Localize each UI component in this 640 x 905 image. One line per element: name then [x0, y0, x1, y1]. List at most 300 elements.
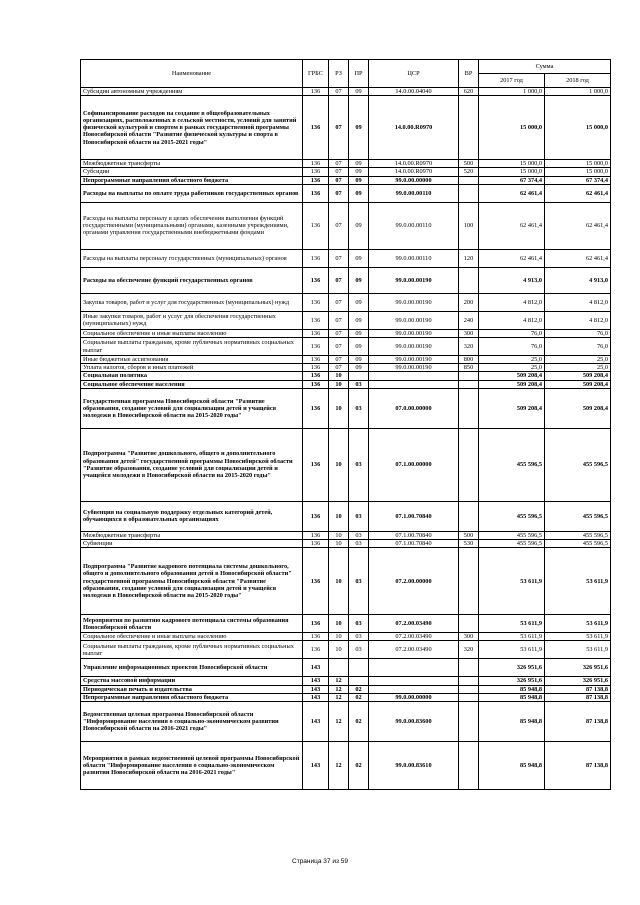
cell-grbs: 143 — [303, 693, 329, 701]
cell-pr: 09 — [349, 202, 369, 249]
cell-rz: 07 — [329, 329, 349, 337]
cell-csr — [369, 372, 459, 380]
cell-grbs: 136 — [303, 388, 329, 428]
cell-pr: 09 — [349, 293, 369, 311]
cell-y2018: 509 208,4 — [545, 372, 611, 380]
table-row — [81, 540, 611, 548]
table-row — [81, 388, 611, 428]
cell-pr — [349, 372, 369, 380]
cell-grbs: 136 — [303, 548, 329, 615]
table-row — [81, 364, 611, 372]
cell-y2017: 85 948,8 — [479, 742, 545, 790]
cell-y2018: 455 596,5 — [545, 540, 611, 548]
cell-name: Подпрограмма "Развитие кадрового потенциала системы дошкольного, общего и дополнительного образования детей в Новосибирской области" государственной программы Новосибирской области "Развитие образования, создание условий для социализации детей и учащейся молодежи в Новосибирской области на 2015-2020 годы" — [81, 548, 303, 615]
header-csr: ЦСР — [369, 60, 459, 88]
cell-y2017: 4 812,0 — [479, 311, 545, 329]
cell-grbs: 136 — [303, 160, 329, 168]
cell-rz: 12 — [329, 677, 349, 685]
cell-pr — [349, 659, 369, 677]
cell-grbs: 136 — [303, 88, 329, 96]
cell-name: Мероприятия в рамках ведомственной целевой программы Новосибирской области "Информирование населения о социально-экономическом развитии Новосибирской области на 2016-2021 годы" — [81, 742, 303, 790]
table-row — [81, 176, 611, 184]
cell-csr: 99.0.00.00110 — [369, 249, 459, 267]
cell-y2018: 87 138,8 — [545, 685, 611, 693]
cell-rz: 07 — [329, 356, 349, 364]
cell-vr — [459, 659, 479, 677]
cell-vr — [459, 702, 479, 742]
cell-name: Социальное обеспечение населения — [81, 380, 303, 388]
cell-y2017: 85 948,8 — [479, 693, 545, 701]
table-row — [81, 659, 611, 677]
cell-pr: 09 — [349, 311, 369, 329]
cell-y2017: 455 596,5 — [479, 531, 545, 539]
cell-grbs: 136 — [303, 96, 329, 160]
cell-grbs: 136 — [303, 329, 329, 337]
cell-name: Ведомственная целевая программа Новосибирской области "Информирование населения о социально-экономическом развитии Новосибирской области на 2016-2021 годы" — [81, 702, 303, 742]
cell-name: Субвенции — [81, 540, 303, 548]
cell-pr — [349, 677, 369, 685]
cell-y2018: 25,0 — [545, 356, 611, 364]
cell-pr: 03 — [349, 531, 369, 539]
cell-vr — [459, 380, 479, 388]
cell-rz: 07 — [329, 293, 349, 311]
cell-pr: 09 — [349, 329, 369, 337]
cell-vr: 100 — [459, 202, 479, 249]
header-pr: ПР — [349, 60, 369, 88]
cell-name: Уплата налогов, сборов и иных платежей — [81, 364, 303, 372]
cell-vr — [459, 693, 479, 701]
cell-csr: 99.0.00.00190 — [369, 267, 459, 293]
cell-rz: 10 — [329, 380, 349, 388]
cell-grbs: 136 — [303, 364, 329, 372]
cell-y2017: 15 000,0 — [479, 168, 545, 176]
cell-vr — [459, 428, 479, 501]
cell-vr — [459, 548, 479, 615]
cell-vr: 240 — [459, 311, 479, 329]
cell-csr — [369, 380, 459, 388]
cell-csr: 14.0.00.R0970 — [369, 168, 459, 176]
cell-pr: 09 — [349, 184, 369, 202]
cell-rz: 07 — [329, 96, 349, 160]
cell-pr: 09 — [349, 88, 369, 96]
cell-rz — [329, 659, 349, 677]
cell-pr: 09 — [349, 96, 369, 160]
cell-y2017: 4 812,0 — [479, 293, 545, 311]
budget-table — [80, 59, 611, 790]
cell-csr: 14.0.00.R0970 — [369, 160, 459, 168]
cell-vr — [459, 501, 479, 531]
cell-grbs: 136 — [303, 168, 329, 176]
cell-name: Управление информационных проектов Новосибирской области — [81, 659, 303, 677]
cell-y2017: 53 611,9 — [479, 633, 545, 641]
cell-name: Иные закупки товаров, работ и услуг для обеспечения государственных (муниципальных) нужд — [81, 311, 303, 329]
table-row — [81, 531, 611, 539]
table-body — [81, 88, 611, 790]
cell-grbs: 143 — [303, 659, 329, 677]
header-vr: ВР — [459, 60, 479, 88]
cell-grbs: 136 — [303, 176, 329, 184]
cell-csr: 07.1.00.70840 — [369, 531, 459, 539]
table-row — [81, 96, 611, 160]
cell-vr: 850 — [459, 364, 479, 372]
cell-name: Непрограммные направления областного бюджета — [81, 693, 303, 701]
table-row — [81, 311, 611, 329]
header-name: Наименование — [81, 60, 303, 88]
cell-y2018: 326 951,6 — [545, 659, 611, 677]
cell-csr: 99.0.00.00000 — [369, 176, 459, 184]
cell-name: Субсидии — [81, 168, 303, 176]
cell-grbs: 136 — [303, 641, 329, 659]
cell-rz: 10 — [329, 388, 349, 428]
table-row — [81, 184, 611, 202]
cell-name: Субвенция на социальную поддержку отдельных категорий детей, обучающихся в образовательных организациях — [81, 501, 303, 531]
cell-name: Расходы на обеспечение функций государственных органов — [81, 267, 303, 293]
cell-name: Софинансирование расходов на создание в общеобразовательных организациях, расположенных в сельской местности, условий для занятий физической культурой и спортом в рамках государственной программы Новосибирской области "Развитие физической культуры и спорта в Новосибирской области на 2015-2021 годы" — [81, 96, 303, 160]
cell-grbs: 136 — [303, 267, 329, 293]
cell-rz: 07 — [329, 364, 349, 372]
cell-csr: 07.2.00.03490 — [369, 615, 459, 633]
cell-y2018: 87 138,8 — [545, 702, 611, 742]
cell-y2018: 62 461,4 — [545, 202, 611, 249]
cell-y2018: 53 611,9 — [545, 548, 611, 615]
cell-y2017: 509 208,4 — [479, 372, 545, 380]
cell-y2018: 62 461,4 — [545, 184, 611, 202]
cell-y2018: 53 611,9 — [545, 615, 611, 633]
cell-grbs: 136 — [303, 531, 329, 539]
cell-name: Средства массовой информации — [81, 677, 303, 685]
cell-pr: 02 — [349, 702, 369, 742]
cell-vr — [459, 267, 479, 293]
cell-pr: 03 — [349, 633, 369, 641]
cell-rz: 07 — [329, 168, 349, 176]
header-grbs: ГРБС — [303, 60, 329, 88]
table-row — [81, 267, 611, 293]
table-row — [81, 168, 611, 176]
cell-rz: 10 — [329, 615, 349, 633]
cell-vr: 620 — [459, 88, 479, 96]
cell-y2017: 85 948,8 — [479, 702, 545, 742]
cell-csr: 99.0.00.83610 — [369, 742, 459, 790]
cell-csr: 99.0.00.00190 — [369, 311, 459, 329]
cell-rz: 07 — [329, 202, 349, 249]
cell-y2017: 455 596,5 — [479, 501, 545, 531]
cell-grbs: 136 — [303, 501, 329, 531]
cell-pr: 02 — [349, 685, 369, 693]
cell-csr: 07.0.00.00000 — [369, 388, 459, 428]
cell-rz: 07 — [329, 338, 349, 356]
cell-vr: 120 — [459, 249, 479, 267]
cell-y2017: 25,0 — [479, 364, 545, 372]
cell-y2018: 509 208,4 — [545, 380, 611, 388]
cell-y2018: 62 461,4 — [545, 249, 611, 267]
cell-rz: 07 — [329, 184, 349, 202]
table-row — [81, 356, 611, 364]
cell-y2017: 62 461,4 — [479, 202, 545, 249]
cell-name: Мероприятия по развитию кадрового потенциала системы образования Новосибирской области — [81, 615, 303, 633]
cell-grbs: 136 — [303, 249, 329, 267]
cell-y2018: 326 951,6 — [545, 677, 611, 685]
cell-grbs: 136 — [303, 633, 329, 641]
cell-vr — [459, 615, 479, 633]
table-row — [81, 160, 611, 168]
cell-csr: 14.0.00.R0970 — [369, 96, 459, 160]
cell-name: Расходы на выплаты персоналу в целях обеспечения выполнения функций государственными (муниципальными) органами, казенными учреждениями, органами управления государственными внебюджетными фондами — [81, 202, 303, 249]
cell-csr: 07.1.00.70840 — [369, 540, 459, 548]
cell-vr — [459, 685, 479, 693]
table-row — [81, 428, 611, 501]
table-row — [81, 685, 611, 693]
cell-grbs: 136 — [303, 372, 329, 380]
cell-grbs: 136 — [303, 428, 329, 501]
cell-vr: 200 — [459, 293, 479, 311]
cell-name: Государственная программа Новосибирской области "Развитие образования, создание условий для социализации детей и учащейся молодежи в Новосибирской области на 2015-2020 годы" — [81, 388, 303, 428]
cell-grbs: 136 — [303, 311, 329, 329]
cell-y2018: 4 913,0 — [545, 267, 611, 293]
cell-rz: 07 — [329, 249, 349, 267]
cell-y2018: 4 812,0 — [545, 311, 611, 329]
cell-y2017: 85 948,8 — [479, 685, 545, 693]
cell-vr — [459, 372, 479, 380]
table-row — [81, 548, 611, 615]
table-row — [81, 633, 611, 641]
cell-rz: 12 — [329, 742, 349, 790]
cell-name: Подпрограмма "Развитие дошкольного, общего и дополнительного образования детей" государственной программы Новосибирской области "Развитие образования, создание условий для социализации детей и учащейся молодежи в Новосибирской области на 2015-2020 годы" — [81, 428, 303, 501]
cell-y2018: 25,0 — [545, 364, 611, 372]
cell-y2017: 15 000,0 — [479, 160, 545, 168]
cell-pr: 03 — [349, 641, 369, 659]
table-row — [81, 202, 611, 249]
table-row — [81, 501, 611, 531]
cell-y2018: 76,0 — [545, 338, 611, 356]
cell-csr: 07.2.00.03490 — [369, 633, 459, 641]
table-row — [81, 293, 611, 311]
cell-rz: 12 — [329, 693, 349, 701]
table-header — [81, 60, 611, 88]
table-row — [81, 372, 611, 380]
cell-csr: 14.0.00.04040 — [369, 88, 459, 96]
cell-y2017: 326 951,6 — [479, 677, 545, 685]
cell-y2018: 455 596,5 — [545, 428, 611, 501]
header-year-2018: 2018 год — [545, 74, 611, 88]
table-row — [81, 88, 611, 96]
cell-pr: 09 — [349, 338, 369, 356]
cell-csr: 99.0.00.00190 — [369, 338, 459, 356]
cell-y2018: 15 000,0 — [545, 160, 611, 168]
cell-y2018: 4 812,0 — [545, 293, 611, 311]
cell-name: Иные бюджетные ассигнования — [81, 356, 303, 364]
cell-y2017: 15 000,0 — [479, 96, 545, 160]
cell-rz: 10 — [329, 633, 349, 641]
cell-pr: 09 — [349, 168, 369, 176]
cell-y2018: 76,0 — [545, 329, 611, 337]
cell-y2017: 455 596,5 — [479, 540, 545, 548]
cell-y2018: 87 138,8 — [545, 742, 611, 790]
cell-grbs: 136 — [303, 615, 329, 633]
table-row — [81, 693, 611, 701]
cell-pr: 09 — [349, 176, 369, 184]
cell-pr: 03 — [349, 615, 369, 633]
cell-pr: 09 — [349, 249, 369, 267]
cell-csr: 07.1.00.00000 — [369, 428, 459, 501]
cell-csr: 99.0.00.00000 — [369, 693, 459, 701]
cell-vr — [459, 388, 479, 428]
cell-pr: 02 — [349, 742, 369, 790]
cell-pr: 03 — [349, 428, 369, 501]
cell-name: Расходы на выплаты по оплате труда работников государственных органов — [81, 184, 303, 202]
cell-y2018: 53 611,9 — [545, 633, 611, 641]
cell-vr — [459, 677, 479, 685]
cell-y2017: 326 951,6 — [479, 659, 545, 677]
cell-grbs: 136 — [303, 338, 329, 356]
cell-name: Закупка товаров, работ и услуг для государственных (муниципальных) нужд — [81, 293, 303, 311]
cell-name: Периодическая печать и издательства — [81, 685, 303, 693]
cell-csr: 99.0.00.00190 — [369, 329, 459, 337]
cell-y2017: 53 611,9 — [479, 641, 545, 659]
cell-pr: 03 — [349, 501, 369, 531]
cell-vr: 300 — [459, 329, 479, 337]
cell-csr: 99.0.00.83600 — [369, 702, 459, 742]
cell-grbs: 143 — [303, 742, 329, 790]
cell-vr — [459, 742, 479, 790]
cell-rz: 10 — [329, 548, 349, 615]
cell-rz: 10 — [329, 372, 349, 380]
cell-rz: 10 — [329, 428, 349, 501]
cell-y2018: 1 000,0 — [545, 88, 611, 96]
cell-name: Расходы на выплаты персоналу государственных (муниципальных) органов — [81, 249, 303, 267]
cell-csr: 99.0.00.00190 — [369, 293, 459, 311]
cell-grbs: 143 — [303, 702, 329, 742]
cell-vr: 530 — [459, 540, 479, 548]
table-row — [81, 677, 611, 685]
cell-grbs: 136 — [303, 356, 329, 364]
cell-grbs: 143 — [303, 677, 329, 685]
cell-csr: 99.0.00.00110 — [369, 184, 459, 202]
cell-grbs: 136 — [303, 293, 329, 311]
cell-vr — [459, 184, 479, 202]
table-row — [81, 615, 611, 633]
cell-csr — [369, 659, 459, 677]
cell-y2017: 53 611,9 — [479, 548, 545, 615]
cell-y2018: 15 000,0 — [545, 168, 611, 176]
cell-csr: 99.0.00.00110 — [369, 202, 459, 249]
cell-rz: 07 — [329, 267, 349, 293]
cell-y2018: 67 374,4 — [545, 176, 611, 184]
cell-grbs: 136 — [303, 184, 329, 202]
cell-rz: 10 — [329, 641, 349, 659]
cell-grbs: 136 — [303, 202, 329, 249]
table-row — [81, 702, 611, 742]
cell-name: Непрограммные направления областного бюджета — [81, 176, 303, 184]
cell-y2017: 62 461,4 — [479, 184, 545, 202]
cell-pr: 03 — [349, 388, 369, 428]
cell-name: Социальная политика — [81, 372, 303, 380]
cell-name: Социальные выплаты гражданам, кроме публичных нормативных социальных выплат — [81, 338, 303, 356]
cell-csr — [369, 685, 459, 693]
table-row — [81, 329, 611, 337]
cell-rz: 07 — [329, 88, 349, 96]
cell-pr: 03 — [349, 380, 369, 388]
cell-y2018: 15 000,0 — [545, 96, 611, 160]
cell-vr — [459, 96, 479, 160]
table-row — [81, 338, 611, 356]
cell-pr: 09 — [349, 160, 369, 168]
cell-csr: 99.0.00.00190 — [369, 356, 459, 364]
cell-name: Межбюджетные трансферты — [81, 531, 303, 539]
budget-document — [80, 59, 610, 790]
header-sum: Сумма — [479, 60, 611, 74]
cell-y2017: 4 913,0 — [479, 267, 545, 293]
cell-rz: 07 — [329, 311, 349, 329]
cell-vr: 500 — [459, 531, 479, 539]
cell-y2017: 455 596,5 — [479, 428, 545, 501]
page-number: Страница 37 из 59 — [292, 858, 348, 865]
cell-y2018: 509 208,4 — [545, 388, 611, 428]
cell-name: Социальные выплаты гражданам, кроме публичных нормативных социальных выплат — [81, 641, 303, 659]
table-row — [81, 641, 611, 659]
cell-csr: 07.2.00.03490 — [369, 641, 459, 659]
cell-rz: 07 — [329, 176, 349, 184]
cell-vr: 320 — [459, 338, 479, 356]
cell-grbs: 143 — [303, 685, 329, 693]
cell-name: Межбюджетные трансферты — [81, 160, 303, 168]
cell-pr: 09 — [349, 267, 369, 293]
table-row — [81, 249, 611, 267]
cell-pr: 03 — [349, 540, 369, 548]
cell-rz: 12 — [329, 702, 349, 742]
cell-vr: 800 — [459, 356, 479, 364]
cell-rz: 07 — [329, 160, 349, 168]
cell-csr: 07.2.00.00000 — [369, 548, 459, 615]
header-rz: РЗ — [329, 60, 349, 88]
cell-name: Социальное обеспечение и иные выплаты населению — [81, 633, 303, 641]
cell-name: Социальное обеспечение и иные выплаты населению — [81, 329, 303, 337]
cell-y2017: 509 208,4 — [479, 380, 545, 388]
cell-grbs: 136 — [303, 380, 329, 388]
cell-y2018: 53 611,9 — [545, 641, 611, 659]
cell-y2017: 62 461,4 — [479, 249, 545, 267]
cell-vr: 300 — [459, 633, 479, 641]
cell-name: Субсидии автономным учреждениям — [81, 88, 303, 96]
cell-pr: 09 — [349, 356, 369, 364]
cell-pr: 09 — [349, 364, 369, 372]
cell-y2017: 1 000,0 — [479, 88, 545, 96]
cell-y2017: 53 611,9 — [479, 615, 545, 633]
cell-y2018: 455 596,5 — [545, 501, 611, 531]
cell-y2017: 76,0 — [479, 329, 545, 337]
cell-rz: 10 — [329, 531, 349, 539]
cell-y2018: 87 138,8 — [545, 693, 611, 701]
cell-csr — [369, 677, 459, 685]
cell-csr: 07.1.00.70840 — [369, 501, 459, 531]
cell-y2018: 455 596,5 — [545, 531, 611, 539]
header-year-2017: 2017 год — [479, 74, 545, 88]
cell-csr: 99.0.00.00190 — [369, 364, 459, 372]
table-row — [81, 380, 611, 388]
cell-vr: 520 — [459, 168, 479, 176]
table-row — [81, 742, 611, 790]
cell-grbs: 136 — [303, 540, 329, 548]
cell-vr — [459, 176, 479, 184]
cell-rz: 10 — [329, 540, 349, 548]
cell-y2017: 76,0 — [479, 338, 545, 356]
cell-rz: 12 — [329, 685, 349, 693]
cell-pr: 02 — [349, 693, 369, 701]
cell-rz: 10 — [329, 501, 349, 531]
cell-vr: 500 — [459, 160, 479, 168]
cell-y2017: 67 374,4 — [479, 176, 545, 184]
cell-y2017: 509 208,4 — [479, 388, 545, 428]
cell-y2017: 25,0 — [479, 356, 545, 364]
